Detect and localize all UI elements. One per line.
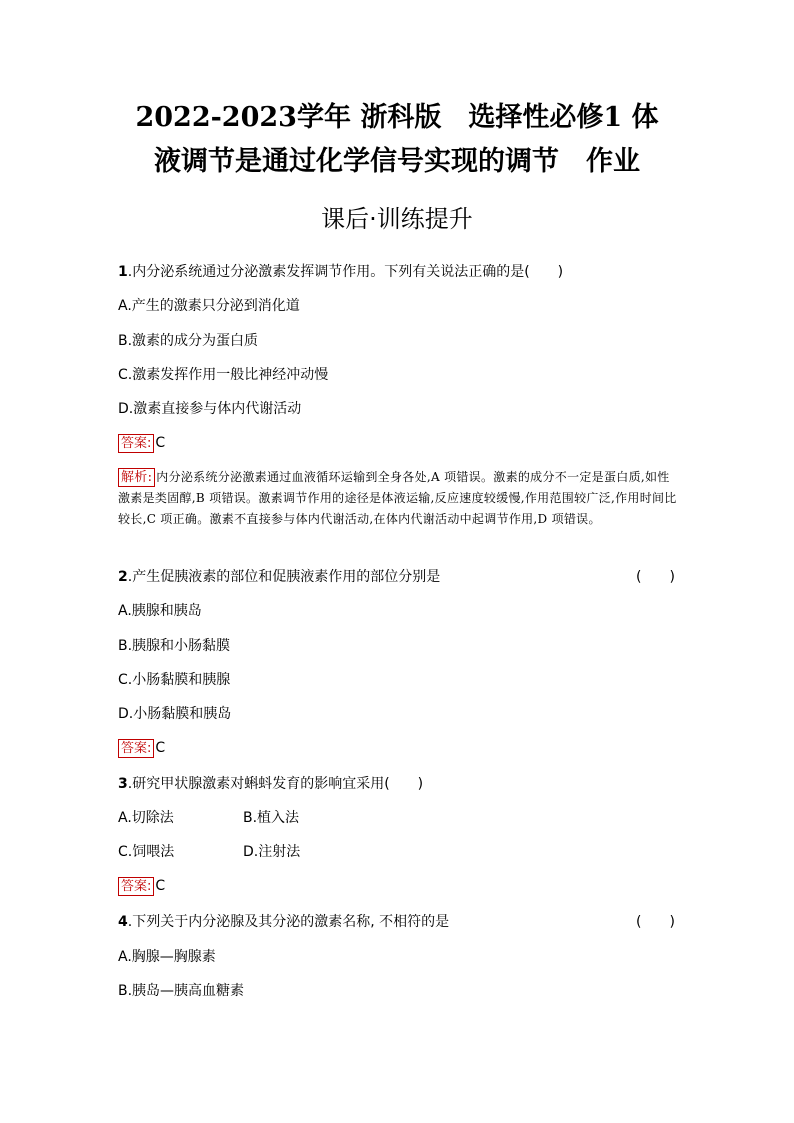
explanation-text: 内分泌系统分泌激素通过血液循环运输到全身各处,A 项错误。激素的成分不一定是蛋白质,如性激素是类固醇,B 项错误。激素调节作用的途径是体液运输,反应速度较缓慢,作用范围较广泛,作用时间比较长,C 项正确。激素不直接参与体内代谢活动,在体内代谢活动中起调节作用,D 项错误。: [118, 470, 677, 526]
q2-answer: [118, 738, 165, 758]
q3-option-c: C.饲喂法: [118, 844, 175, 860]
q1-answer: [118, 433, 165, 453]
answer-label: 答案:: [118, 739, 154, 758]
answer-value: C: [155, 878, 166, 894]
q2-option-b: B.胰腺和小肠黏膜: [118, 638, 231, 654]
q3-answer: [118, 876, 165, 896]
question-number: 1: [118, 264, 128, 280]
q1-option-b: B.激素的成分为蛋白质: [118, 333, 259, 349]
q2-option-d: D.小肠黏膜和胰岛: [118, 706, 232, 722]
q1-explanation: [118, 467, 678, 530]
answer-value: C: [155, 435, 166, 451]
q1-option-d: D.激素直接参与体内代谢活动: [118, 401, 302, 417]
q2-answer-blank: ( ): [636, 569, 675, 585]
document-title-line2: 液调节是通过化学信号实现的调节 作业: [154, 146, 640, 177]
question-2: [118, 567, 440, 587]
question-number: 3: [118, 776, 128, 792]
question-text: .内分泌系统通过分泌激素发挥调节作用。下列有关说法正确的是( ): [127, 264, 564, 280]
q4-option-a: A.胸腺—胸腺素: [118, 949, 216, 965]
answer-value: C: [155, 740, 166, 756]
question-1: [118, 262, 563, 282]
q2-option-a: A.胰腺和胰岛: [118, 603, 202, 619]
answer-label: 答案:: [118, 434, 154, 453]
question-4: [118, 912, 449, 932]
q3-option-b: B.植入法: [243, 810, 300, 826]
question-text: .产生促胰液素的部位和促胰液素作用的部位分别是: [127, 569, 441, 585]
q2-option-c: C.小肠黏膜和胰腺: [118, 672, 231, 688]
q3-option-a: A.切除法: [118, 810, 174, 826]
q1-option-a: A.产生的激素只分泌到消化道: [118, 298, 300, 314]
document-subtitle: 课后·训练提升: [321, 205, 473, 233]
question-number: 4: [118, 914, 128, 930]
answer-label: 答案:: [118, 877, 154, 896]
question-text: .下列关于内分泌腺及其分泌的激素名称, 不相符的是: [127, 914, 450, 930]
q4-option-b: B.胰岛—胰高血糖素: [118, 983, 245, 999]
q3-option-d: D.注射法: [243, 844, 301, 860]
question-number: 2: [118, 569, 128, 585]
explanation-label: 解析:: [118, 468, 155, 487]
q4-answer-blank: ( ): [636, 914, 675, 930]
question-text: .研究甲状腺激素对蝌蚪发育的影响宜采用( ): [127, 776, 424, 792]
question-3: [118, 774, 423, 794]
document-title-line1: 2022-2023学年 浙科版 选择性必修1 体: [135, 102, 659, 133]
q1-option-c: C.激素发挥作用一般比神经冲动慢: [118, 367, 329, 383]
